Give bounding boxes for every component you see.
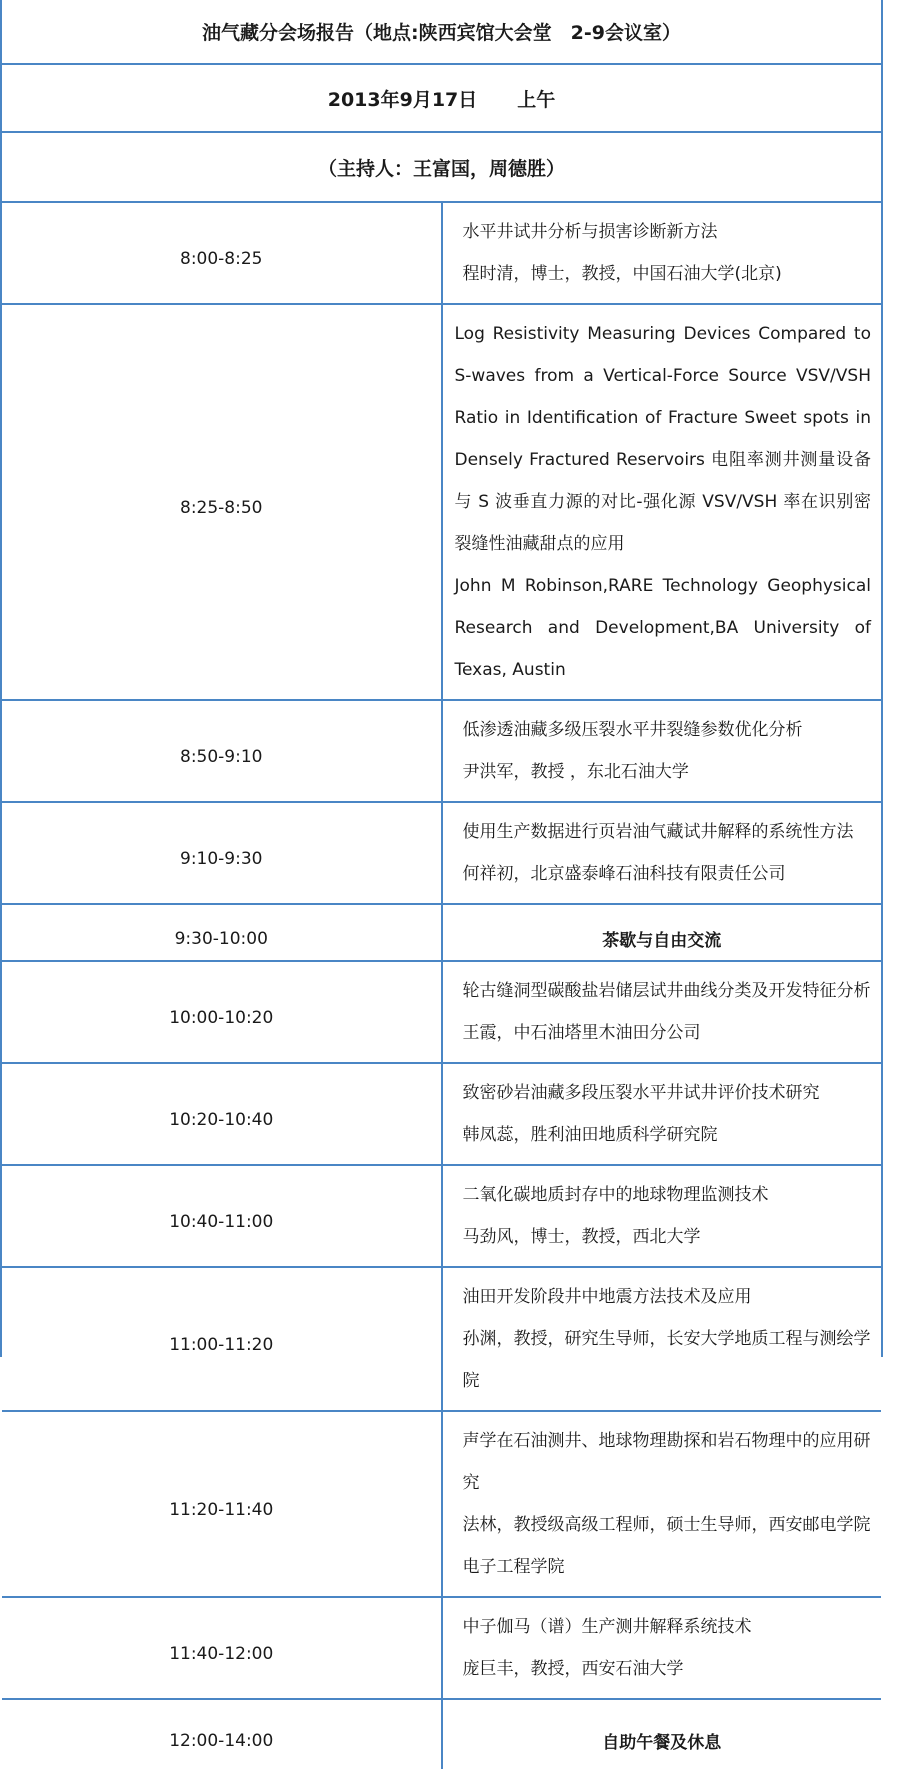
session-date-row [2,64,881,132]
break-row [2,904,881,961]
talk-row [2,1597,881,1699]
talk-row [2,202,881,304]
break-label: 茶歇与自由交流 [442,904,882,961]
talk-row [2,961,881,1063]
talk-row [2,802,881,904]
talk-row [2,1267,881,1411]
talk-row [2,1165,881,1267]
talk-time: 8:00-8:25 [2,202,442,304]
talk-cell [442,700,882,802]
talk-title: 中子伽马（谱）生产测井解释系统技术 [462,1617,752,1637]
talk-title: 低渗透油藏多级压裂水平井裂缝参数优化分析 [462,720,803,740]
talk-speaker: 孙渊，教授，研究生导师，长安大学地质工程与测绘学院 [462,1329,871,1391]
talk-time: 8:25-8:50 [2,304,442,700]
talk-title: 轮古缝洞型碳酸盐岩储层试井曲线分类及开发特征分析 [462,981,871,1001]
talk-time: 11:40-12:00 [2,1597,442,1699]
talk-speaker: 马劲风，博士，教授，西北大学 [462,1227,701,1247]
talk-speaker: 何祥初，北京盛泰峰石油科技有限责任公司 [462,864,786,884]
talk-time: 11:20-11:40 [2,1411,442,1597]
talk-speaker: 程时清，博士，教授，中国石油大学(北京) [462,264,782,284]
schedule-table [2,0,881,1769]
talk-speaker: 尹洪军，教授 ，东北石油大学 [462,762,689,782]
talk-time: 9:10-9:30 [2,802,442,904]
talk-row [2,700,881,802]
talk-cell [442,1411,882,1597]
session-hosts: （主持人：王富国，周德胜） [2,132,881,202]
session-period: 上午 [517,88,556,111]
talk-speaker: 韩凤蕊，胜利油田地质科学研究院 [462,1125,718,1145]
break-row [2,1699,881,1769]
talk-speaker: 王霞，中石油塔里木油田分公司 [462,1023,701,1043]
talk-time: 11:00-11:20 [2,1267,442,1411]
break-label: 自助午餐及休息 [602,1733,722,1753]
talk-cell [442,1267,882,1411]
talk-row [2,1063,881,1165]
talk-time: 10:00-10:20 [2,961,442,1063]
talk-speaker: 庞巨丰，教授，西安石油大学 [462,1659,684,1679]
talk-row [2,1411,881,1597]
talk-title: 使用生产数据进行页岩油气藏试井解释的系统性方法 [462,822,854,842]
talk-cell [442,961,882,1063]
talk-time: 8:50-9:10 [2,700,442,802]
session-date: 2013年9月17日 [327,88,478,111]
talk-cell [442,802,882,904]
break-time: 9:30-10:00 [2,904,442,961]
talk-title: 声学在石油测井、地球物理勘探和岩石物理中的应用研究 [462,1431,871,1493]
talk-title: Log Resistivity Measuring Devices Compared to S-waves from a Vertical-Force Source VSV/VSH Ratio in Identification of Fracture Sweet spots in Densely Fractured Reservoirs 电阻率测井测量设备与 S 波垂直力源的对比-强化源 VSV/VSH 率在识别密裂缝性油藏甜点的应用 [454,324,871,554]
talk-cell [442,1165,882,1267]
talk-title: 二氧化碳地质封存中的地球物理监测技术 [462,1185,769,1205]
talk-title: 水平井试井分析与损害诊断新方法 [462,222,718,242]
break-time: 12:00-14:00 [2,1699,442,1769]
talk-speaker: John M Robinson,RARE Technology Geophysical Research and Development,BA University of Texas, Austin [454,576,871,680]
talk-cell [442,202,882,304]
talk-speaker: 法林，教授级高级工程师，硕士生导师，西安邮电学院电子工程学院 [462,1515,871,1577]
talk-cell [442,1063,882,1165]
talk-title: 致密砂岩油藏多段压裂水平井试井评价技术研究 [462,1083,820,1103]
talk-cell [442,304,882,700]
talk-cell [442,1597,882,1699]
talk-time: 10:20-10:40 [2,1063,442,1165]
venue-title: 油气藏分会场报告（地点:陕西宾馆大会堂 2-9会议室） [2,0,881,64]
talk-title: 油田开发阶段井中地震方法技术及应用 [462,1287,752,1307]
talk-time: 10:40-11:00 [2,1165,442,1267]
talk-row [2,304,881,700]
